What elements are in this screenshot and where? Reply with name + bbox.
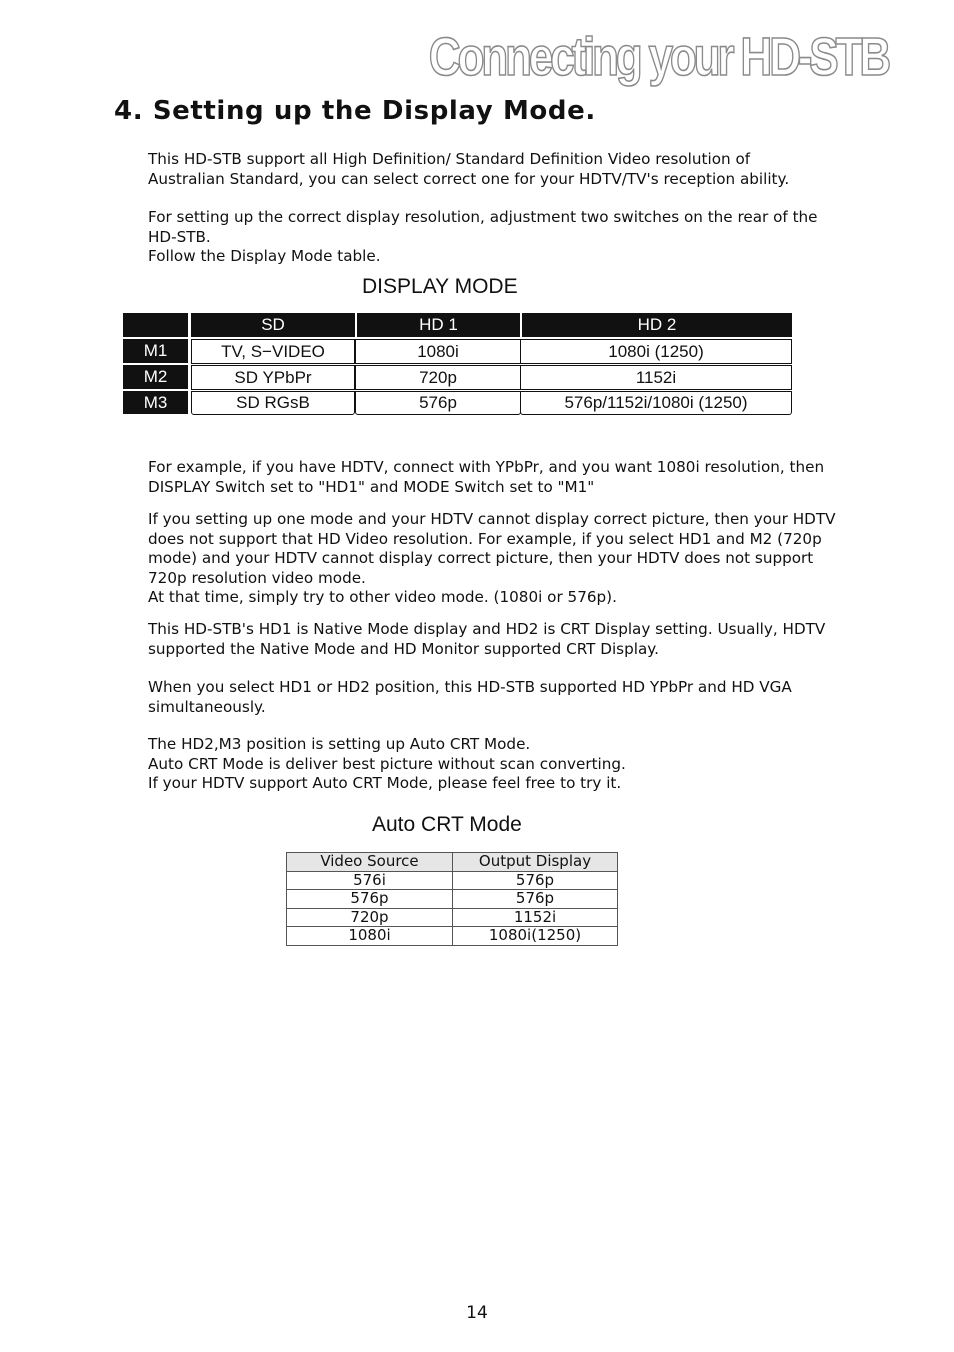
body-paragraph-4 bbox=[148, 678, 908, 717]
row-header-m1: M1 bbox=[123, 339, 188, 363]
text-line: If you setting up one mode and your HDTV cannot display correct picture, then your HDTV bbox=[148, 510, 836, 528]
text-line: does not support that HD Video resolution. For example, if you select HD1 and M2 (720p bbox=[148, 529, 822, 548]
text-line: Follow the Display Mode table. bbox=[148, 247, 381, 265]
text-line: mode) and your HDTV cannot display correct picture, then your HDTV does not support bbox=[148, 549, 814, 567]
row-header-m2: M2 bbox=[123, 365, 188, 389]
table-row bbox=[287, 890, 618, 909]
header-title: Connecting your HD-STB bbox=[428, 27, 888, 87]
table-cell: 720p bbox=[355, 365, 521, 390]
table-cell: 576p bbox=[453, 890, 618, 909]
text-line: For example, if you have HDTV, connect with YPbPr, and you want 1080i resolution, then bbox=[148, 458, 825, 476]
text-line: DISPLAY Switch set to "HD1" and MODE Switch set to "M1" bbox=[148, 477, 595, 496]
table-header-row bbox=[287, 853, 618, 872]
text-line: For setting up the correct display resolution, adjustment two switches on the rear of the bbox=[148, 208, 818, 226]
column-header-hd2: HD 2 bbox=[522, 313, 792, 337]
text-line: At that time, simply try to other video mode. (1080i or 576p). bbox=[148, 588, 617, 606]
table-cell: 576i bbox=[287, 871, 453, 890]
column-header-output-display: Output Display bbox=[453, 853, 618, 872]
text-line: Australian Standard, you can select correct one for your HDTV/TV's reception ability. bbox=[148, 169, 790, 188]
table-corner-cell bbox=[123, 313, 188, 337]
text-line: 720p resolution video mode. bbox=[148, 568, 366, 587]
column-header-sd: SD bbox=[191, 313, 355, 337]
page-number: 14 bbox=[466, 1303, 488, 1323]
body-paragraph-5 bbox=[148, 735, 908, 794]
table-cell: 1080i bbox=[287, 927, 453, 946]
table-row bbox=[287, 871, 618, 890]
table-cell: 576p/1152i/1080i (1250) bbox=[520, 391, 792, 415]
body-paragraph-1 bbox=[148, 458, 908, 497]
text-line: This HD-STB's HD1 is Native Mode display and HD2 is CRT Display setting. Usually, HDTV bbox=[148, 620, 826, 638]
table-row bbox=[287, 908, 618, 927]
text-line: HD-STB. bbox=[148, 227, 211, 246]
section-title: 4. Setting up the Display Mode. bbox=[114, 96, 596, 126]
display-mode-title: DISPLAY MODE bbox=[362, 275, 518, 298]
table-cell: SD RGsB bbox=[191, 391, 355, 415]
table-row bbox=[287, 927, 618, 946]
table-cell: 576p bbox=[453, 871, 618, 890]
table-cell: 720p bbox=[287, 908, 453, 927]
auto-crt-table bbox=[286, 852, 618, 946]
table-cell: TV, S−VIDEO bbox=[191, 339, 355, 364]
table-cell: 1080i bbox=[355, 339, 521, 364]
table-cell: 1152i bbox=[453, 908, 618, 927]
text-line: Auto CRT Mode is deliver best picture without scan converting. bbox=[148, 754, 626, 773]
column-header-video-source: Video Source bbox=[287, 853, 453, 872]
text-line: simultaneously. bbox=[148, 697, 266, 716]
column-header-hd1: HD 1 bbox=[357, 313, 520, 337]
body-paragraph-3 bbox=[148, 620, 908, 659]
auto-crt-title: Auto CRT Mode bbox=[372, 813, 522, 836]
intro-paragraph-1 bbox=[148, 150, 908, 189]
row-header-m3: M3 bbox=[123, 391, 188, 414]
table-cell: 576p bbox=[355, 391, 521, 415]
table-cell: 1080i(1250) bbox=[453, 927, 618, 946]
table-cell: SD YPbPr bbox=[191, 365, 355, 390]
intro-paragraph-2 bbox=[148, 208, 908, 267]
text-line: The HD2,M3 position is setting up Auto CRT Mode. bbox=[148, 735, 531, 753]
text-line: supported the Native Mode and HD Monitor supported CRT Display. bbox=[148, 639, 659, 658]
text-line: If your HDTV support Auto CRT Mode, please feel free to try it. bbox=[148, 774, 622, 792]
body-paragraph-2 bbox=[148, 510, 908, 608]
text-line: This HD-STB support all High Definition/ Standard Definition Video resolution of bbox=[148, 150, 751, 168]
table-cell: 1152i bbox=[520, 365, 792, 390]
table-cell: 576p bbox=[287, 890, 453, 909]
text-line: When you select HD1 or HD2 position, this HD-STB supported HD YPbPr and HD VGA bbox=[148, 678, 792, 696]
table-cell: 1080i (1250) bbox=[520, 339, 792, 364]
